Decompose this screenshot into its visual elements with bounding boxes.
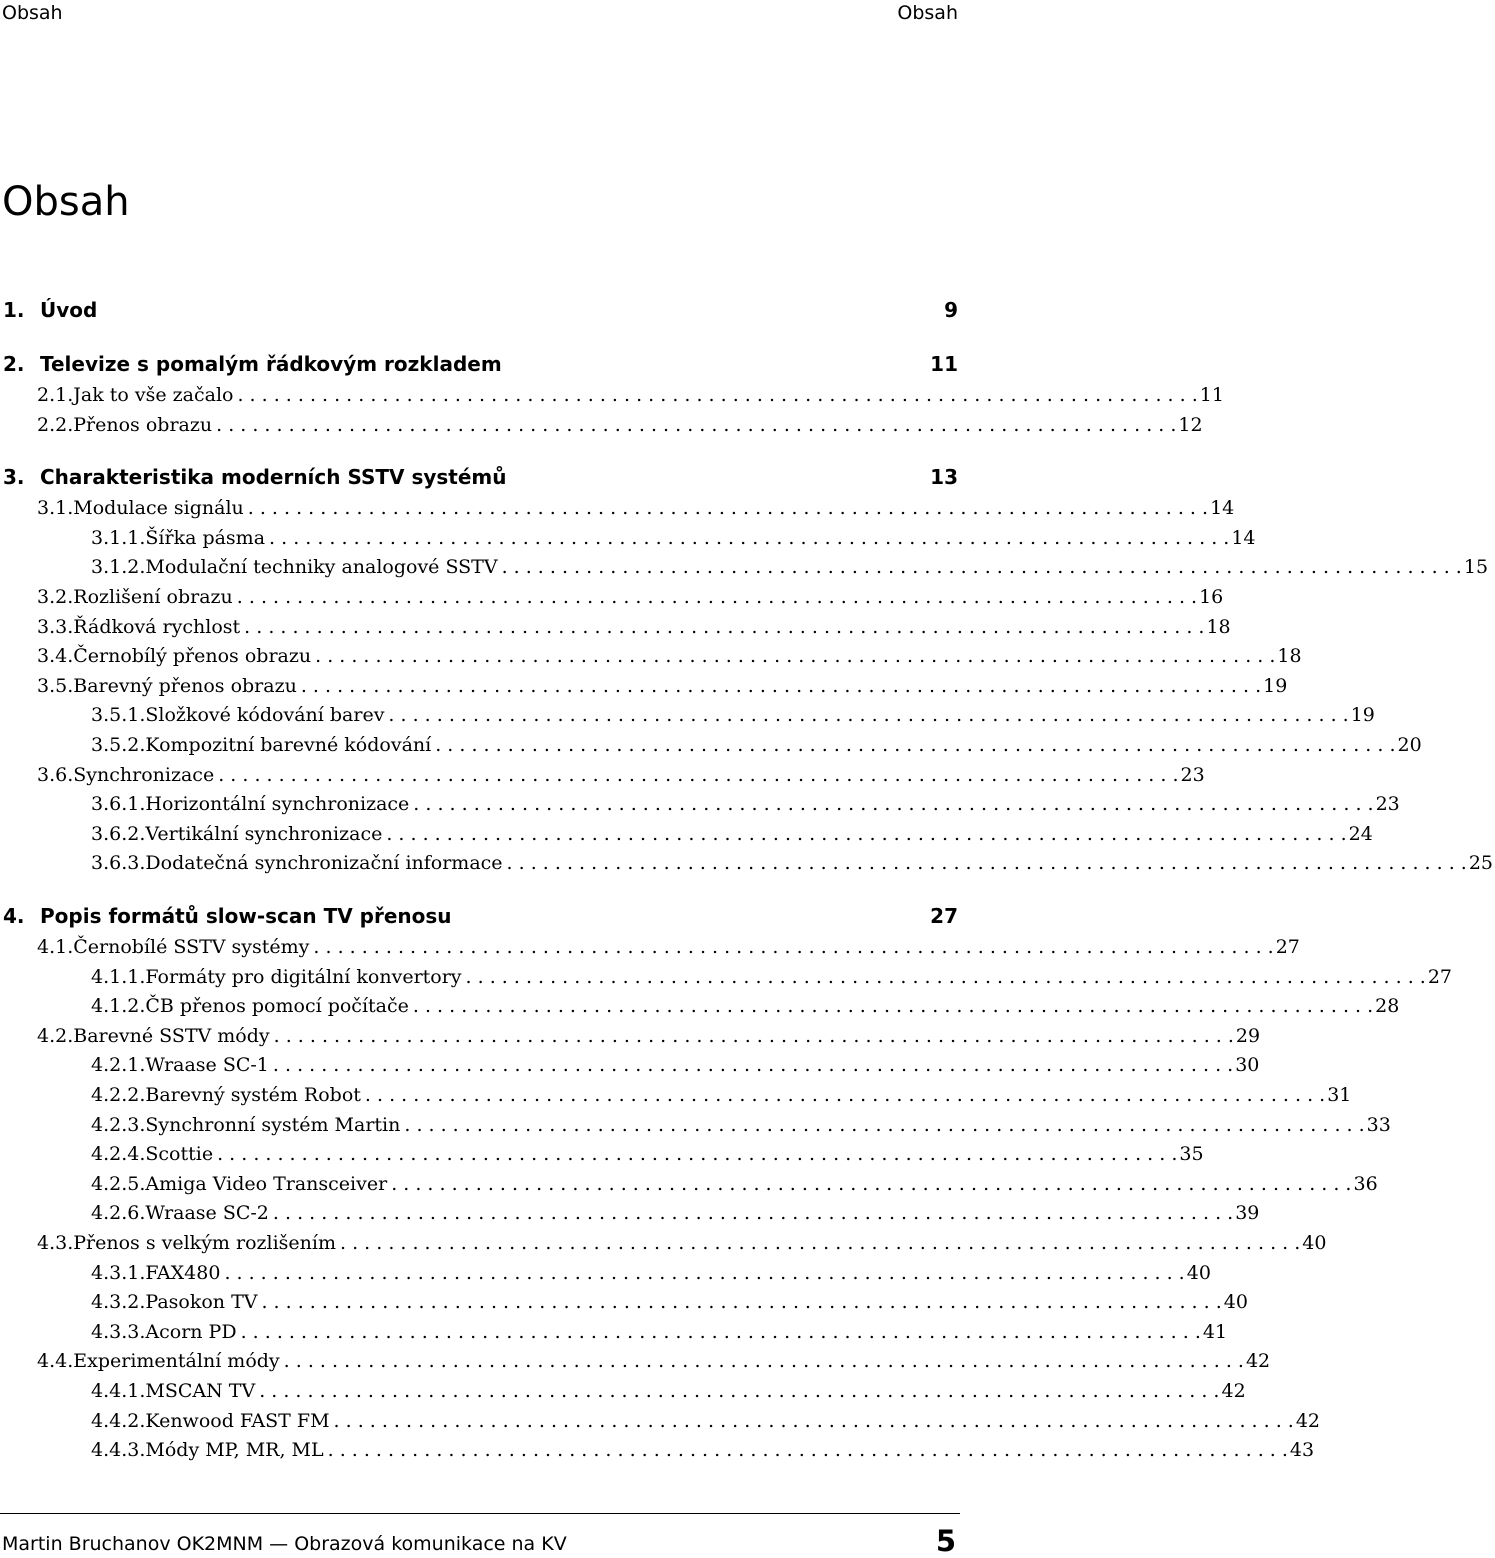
toc-entry-title: Vertikální synchronizace xyxy=(145,822,383,845)
toc-dot-leader: . . . . . . . . . . . . . . . . . . . . . . . . . . . . . . . . . . . . . . . . . . . . . . . . . . . . . . . . . . . . . . . . . . . . . . . . . . . . . . . . xyxy=(269,526,1230,549)
toc-entry-title: Úvod xyxy=(40,298,98,322)
toc-entry-page: 23 xyxy=(1375,793,1400,816)
toc-chapter-entry[interactable] xyxy=(0,349,960,379)
toc-entry-page: 24 xyxy=(1348,822,1373,845)
toc-entry-number: 3.3. xyxy=(37,615,74,638)
toc-entry-title: Řádková rychlost xyxy=(73,615,241,638)
toc-entry-title: Modulace signálu xyxy=(73,497,244,520)
toc-dot-leader: . . . . . . . . . . . . . . . . . . . . . . . . . . . . . . . . . . . . . . . . . . . . . . . . . . . . . . . . . . . . . . . . . . . . . . . . . . . . . . . . xyxy=(404,1113,1365,1136)
toc-section-entry[interactable] xyxy=(0,410,1203,440)
toc-entry-number: 4.2.3. xyxy=(91,1113,146,1136)
toc-subsection-entry[interactable] xyxy=(0,991,1400,1021)
toc-entry-number: 3.1.2. xyxy=(91,556,146,579)
toc-dot-leader: . . . . . . . . . . . . . . . . . . . . . . . . . . . . . . . . . . . . . . . . . . . . . . . . . . . . . . . . . . . . . . . . . . . . . . . . . . . . . . . . xyxy=(501,556,1462,579)
toc-entry-title: Wraase SC-1 xyxy=(145,1054,269,1077)
toc-subsection-entry[interactable] xyxy=(0,523,1256,553)
toc-entry-title: Wraase SC-2 xyxy=(145,1202,269,1225)
toc-subsection-entry[interactable] xyxy=(0,819,1373,849)
running-header-right: Obsah xyxy=(897,2,958,24)
toc-entry-page: 29 xyxy=(1235,1024,1261,1047)
toc-section-entry[interactable] xyxy=(0,612,1231,642)
toc-entry-page: 31 xyxy=(1327,1084,1352,1106)
toc-entry-title: Amiga Video Transceiver xyxy=(145,1172,388,1195)
toc-entry-page: 33 xyxy=(1366,1113,1391,1136)
toc-entry-page: 27 xyxy=(1275,936,1300,958)
toc-section-entry[interactable] xyxy=(0,1021,1261,1051)
toc-dot-leader: . . . . . . . . . . . . . . . . . . . . . . . . . . . . . . . . . . . . . . . . . . . . . . . . . . . . . . . . . . . . . . . . . . . . . . . . . . . . . . . . xyxy=(388,704,1349,727)
toc-dot-leader: . . . . . . . . . . . . . . . . . . . . . . . . . . . . . . . . . . . . . . . . . . . . . . . . . . . . . . . . . . . . . . . . . . . . . . . . . . . . . . . . xyxy=(364,1084,1326,1106)
toc-entry-number: 3.5.1. xyxy=(91,704,146,727)
toc-entry-title: Černobílý přenos obrazu xyxy=(73,645,312,668)
toc-dot-leader: . . . . . . . . . . . . . . . . . . . . . . . . . . . . . . . . . . . . . . . . . . . . . . . . . . . . . . . . . . . . . . . . . . . . . . . . . . . . . . . . xyxy=(261,1291,1222,1314)
toc-entry-title: Barevné SSTV módy xyxy=(73,1024,270,1047)
toc-entry-title: ČB přenos pomocí počítače xyxy=(145,995,409,1018)
toc-entry-page: 42 xyxy=(1221,1380,1246,1402)
toc-dot-leader: . . . . . . . . . . . . . . . . . . . . . . . . . . . . . . . . . . . . . . . . . . . . . . . . . . . . . . . . . . . . . . . . . . . . . . . . . . . . . . . . xyxy=(391,1172,1352,1195)
toc-section-entry[interactable] xyxy=(0,641,1302,671)
toc-entry-number: 4.1.1. xyxy=(91,965,146,988)
toc-entry-title: Kenwood FAST FM xyxy=(145,1409,330,1432)
toc-entry-page: 19 xyxy=(1350,704,1375,727)
toc-entry-title: Barevný systém Robot xyxy=(145,1084,361,1106)
footer-divider xyxy=(0,1513,960,1514)
toc-entry-title: Charakteristika moderních SSTV systémů xyxy=(40,465,507,490)
toc-dot-leader: . . . . . . . . . . . . . . . . . . . . . . . . . . . . . . . . . . . . . . . . . . . . . . . . . . . . . . . . . . . . . . . . . . . . . . . . . . . . . . . . xyxy=(412,995,1374,1018)
toc-entry-page: 14 xyxy=(1210,497,1235,520)
toc-dot-leader: . . . . . . . . . . . . . . . . . . . . . . . . . . . . . . . . . . . . . . . . . . . . . . . . . . . . . . . . . . . . . . . . . . . . . . . . . . . . . . . . xyxy=(272,1202,1234,1225)
toc-entry-page: 40 xyxy=(1223,1291,1248,1314)
toc-entry-number: 4. xyxy=(3,904,25,928)
toc-entry-page: 36 xyxy=(1353,1172,1378,1195)
toc-subsection-entry[interactable] xyxy=(0,848,1494,878)
toc-entry-number: 4.2. xyxy=(37,1024,74,1047)
toc-entry-page: 11 xyxy=(1199,384,1224,406)
toc-entry-title: Experimentální módy xyxy=(73,1350,280,1373)
toc-dot-leader: . . . . . . . . . . . . . . . . . . . . . . . . . . . . . . . . . . . . . . . . . . . . . . . . . . . . . . . . . . . . . . . . . . . . . . . . . . . . . . . . xyxy=(236,586,1198,608)
toc-entry-number: 3.5.2. xyxy=(91,734,146,756)
running-header-left: Obsah xyxy=(2,2,63,24)
toc-dot-leader: . . . . . . . . . . . . . . . . . . . . . . . . . . . . . . . . . . . . . . . . . . . . . . . . . . . . . . . . . . . . . . . . . . . . . . . . . . . . . . . . xyxy=(217,1143,1178,1166)
toc-entry-title: Popis formátů slow-scan TV přenosu xyxy=(40,904,452,928)
toc-dot-leader: . . . . . . . . . . . . . . . . . . . . . . . . . . . . . . . . . . . . . . . . . . . . . . . . . . . . . . . . . . . . . . . . . . . . . . . . . . . . . . . . xyxy=(244,615,1205,638)
toc-entry-number: 3. xyxy=(3,465,25,490)
toc-entry-page: 12 xyxy=(1178,413,1203,436)
toc-entry-title: Jak to vše začalo xyxy=(73,384,234,406)
toc-entry-page: 20 xyxy=(1397,734,1422,756)
toc-entry-number: 3.6.1. xyxy=(91,793,146,816)
toc-entry-number: 3.6.3. xyxy=(91,852,146,875)
toc-entry-title: Přenos obrazu xyxy=(73,413,213,436)
toc-entry-number: 4.1.2. xyxy=(91,995,146,1018)
toc-entry-title: Formáty pro digitální konvertory xyxy=(145,965,462,988)
toc-entry-number: 4.4. xyxy=(37,1350,74,1373)
toc-entry-number: 4.3.3. xyxy=(91,1320,146,1343)
toc-entry-title: Rozlišení obrazu xyxy=(73,586,233,608)
toc-entry-title: Horizontální synchronizace xyxy=(145,793,410,816)
toc-entry-number: 4.3.1. xyxy=(91,1261,146,1284)
toc-dot-leader: . . . . . . . . . . . . . . . . . . . . . . . . . . . . . . . . . . . . . . . . . . . . . . . . . . . . . . . . . . . . . . . . . . . . . . . . . . . . . . . . xyxy=(327,1439,1288,1462)
toc-entry-number: 3.5. xyxy=(37,674,74,697)
page-number: 5 xyxy=(935,1524,956,1558)
toc-dot-leader: . . . . . . . . . . . . . . . . . . . . . . . . . . . . . . . . . . . . . . . . . . . . . . . . . . . . . . . . . . . . . . . . . . . . . . . . . . . . . . . . xyxy=(216,413,1177,436)
toc-entry-title: Černobílé SSTV systémy xyxy=(73,936,310,958)
toc-entry-page: 11 xyxy=(930,352,958,376)
toc-dot-leader: . . . . . . . . . . . . . . . . . . . . . . . . . . . . . . . . . . . . . . . . . . . . . . . . . . . . . . . . . . . . . . . . . . . . . . . . . . . . . . . . xyxy=(333,1409,1294,1432)
toc-entry-title: Pasokon TV xyxy=(145,1291,258,1314)
toc-entry-number: 4.2.5. xyxy=(91,1172,146,1195)
toc-entry-title: Dodatečná synchronizační informace xyxy=(145,852,503,875)
toc-subsection-entry[interactable] xyxy=(0,1110,1391,1140)
toc-chapter-entry[interactable] xyxy=(0,901,960,931)
toc-entry-page: 40 xyxy=(1186,1261,1211,1284)
toc-entry-number: 4.1. xyxy=(37,936,74,958)
toc-entry-number: 3.4. xyxy=(37,645,74,668)
toc-subsection-entry[interactable] xyxy=(0,1198,1260,1228)
toc-dot-leader: . . . . . . . . . . . . . . . . . . . . . . . . . . . . . . . . . . . . . . . . . . . . . . . . . . . . . . . . . . . . . . . . . . . . . . . . . . . . . . . . xyxy=(237,384,1198,406)
toc-entry-number: 4.4.1. xyxy=(91,1380,146,1402)
toc-entry-page: 30 xyxy=(1235,1054,1260,1077)
toc-dot-leader: . . . . . . . . . . . . . . . . . . . . . . . . . . . . . . . . . . . . . . . . . . . . . . . . . . . . . . . . . . . . . . . . . . . . . . . . . . . . . . . . xyxy=(247,497,1209,520)
toc-entry-number: 4.2.6. xyxy=(91,1202,146,1225)
toc-subsection-entry[interactable] xyxy=(0,700,1375,730)
toc-entry-page: 40 xyxy=(1302,1232,1327,1254)
toc-entry-page: 27 xyxy=(1427,965,1453,988)
toc-entry-page: 18 xyxy=(1206,615,1231,638)
toc-entry-page: 15 xyxy=(1463,556,1489,579)
page-footer xyxy=(0,1524,960,1558)
toc-entry-title: Přenos s velkým rozlišením xyxy=(73,1232,336,1254)
toc-dot-leader: . . . . . . . . . . . . . . . . . . . . . . . . . . . . . . . . . . . . . . . . . . . . . . . . . . . . . . . . . . . . . . . . . . . . . . . . . . . . . . . . xyxy=(315,645,1276,668)
running-header xyxy=(0,0,960,26)
toc-dot-leader: . . . . . . . . . . . . . . . . . . . . . . . . . . . . . . . . . . . . . . . . . . . . . . . . . . . . . . . . . . . . . . . . . . . . . . . . . . . . . . . . xyxy=(224,1261,1185,1284)
toc-section-entry[interactable] xyxy=(0,932,1300,962)
toc-dot-leader: . . . . . . . . . . . . . . . . . . . . . . . . . . . . . . . . . . . . . . . . . . . . . . . . . . . . . . . . . . . . . . . . . . . . . . . . . . . . . . . . xyxy=(435,734,1396,756)
toc-section-entry[interactable] xyxy=(0,760,1205,790)
toc-entry-title: Barevný přenos obrazu xyxy=(73,674,297,697)
toc-entry-title: Modulační techniky analogové SSTV xyxy=(145,556,498,579)
toc-entry-number: 3.1. xyxy=(37,497,74,520)
toc-dot-leader: . . . . . . . . . . . . . . . . . . . . . . . . . . . . . . . . . . . . . . . . . . . . . . . . . . . . . . . . . . . . . . . . . . . . . . . . . . . . . . . . xyxy=(465,965,1426,988)
toc-entry-title: MSCAN TV xyxy=(145,1380,256,1402)
toc-subsection-entry[interactable] xyxy=(0,789,1400,819)
toc-entry-page: 13 xyxy=(930,465,958,490)
toc-subsection-entry[interactable] xyxy=(0,1406,1321,1436)
toc-section-entry[interactable] xyxy=(0,671,1288,701)
toc-entry-title: Synchronní systém Martin xyxy=(145,1113,401,1136)
toc-entry-title: FAX480 xyxy=(145,1261,221,1284)
toc-entry-number: 4.2.2. xyxy=(91,1084,146,1106)
toc-entry-page: 14 xyxy=(1231,526,1256,549)
toc-chapter-entry[interactable] xyxy=(0,295,960,325)
toc-subsection-entry[interactable] xyxy=(0,730,1422,760)
toc-subsection-entry[interactable] xyxy=(0,552,1489,582)
toc-entry-title: Synchronizace xyxy=(73,763,215,786)
toc-entry-title: Acorn PD xyxy=(145,1320,237,1343)
toc-dot-leader: . . . . . . . . . . . . . . . . . . . . . . . . . . . . . . . . . . . . . . . . . . . . . . . . . . . . . . . . . . . . . . . . . . . . . . . . . . . . . . . . xyxy=(283,1350,1244,1373)
toc-entry-page: 27 xyxy=(930,904,958,928)
toc-entry-page: 42 xyxy=(1245,1350,1271,1373)
toc-entry-number: 2.2. xyxy=(37,413,74,436)
toc-entry-title: Šířka pásma xyxy=(145,526,266,549)
toc-section-entry[interactable] xyxy=(0,1346,1271,1376)
toc-entry-page: 43 xyxy=(1289,1439,1315,1462)
toc-subsection-entry[interactable] xyxy=(0,1139,1204,1169)
toc-entry-title: Módy MP, MR, ML xyxy=(145,1439,324,1462)
toc-dot-leader: . . . . . . . . . . . . . . . . . . . . . . . . . . . . . . . . . . . . . . . . . . . . . . . . . . . . . . . . . . . . . . . . . . . . . . . . . . . . . . . . xyxy=(340,1232,1301,1254)
toc-entry-page: 19 xyxy=(1263,674,1288,697)
toc-dot-leader: . . . . . . . . . . . . . . . . . . . . . . . . . . . . . . . . . . . . . . . . . . . . . . . . . . . . . . . . . . . . . . . . . . . . . . . . . . . . . . . . xyxy=(506,852,1467,875)
toc-entry-page: 28 xyxy=(1375,995,1400,1018)
toc-entry-number: 1. xyxy=(3,298,25,322)
toc-dot-leader: . . . . . . . . . . . . . . . . . . . . . . . . . . . . . . . . . . . . . . . . . . . . . . . . . . . . . . . . . . . . . . . . . . . . . . . . . . . . . . . . xyxy=(240,1320,1201,1343)
footer-text: Martin Bruchanov OK2MNM — Obrazová komunikace na KV xyxy=(2,1533,567,1555)
toc-entry-page: 18 xyxy=(1277,645,1302,668)
toc-entry-page: 16 xyxy=(1199,586,1224,608)
toc-subsection-entry[interactable] xyxy=(0,1169,1378,1199)
toc-dot-leader: . . . . . . . . . . . . . . . . . . . . . . . . . . . . . . . . . . . . . . . . . . . . . . . . . . . . . . . . . . . . . . . . . . . . . . . . . . . . . . . . xyxy=(313,936,1274,958)
toc-dot-leader: . . . . . . . . . . . . . . . . . . . . . . . . . . . . . . . . . . . . . . . . . . . . . . . . . . . . . . . . . . . . . . . . . . . . . . . . . . . . . . . . xyxy=(259,1380,1220,1402)
toc-entry-number: 3.6. xyxy=(37,763,74,786)
toc-subsection-entry[interactable] xyxy=(0,1258,1211,1288)
toc-section-entry[interactable] xyxy=(0,582,1224,612)
toc-subsection-entry[interactable] xyxy=(0,1376,1246,1406)
toc-entry-number: 4.3.2. xyxy=(91,1291,146,1314)
toc-subsection-entry[interactable] xyxy=(0,1435,1315,1465)
toc-subsection-entry[interactable] xyxy=(0,1317,1228,1347)
toc-entry-page: 42 xyxy=(1295,1409,1321,1432)
toc-section-entry[interactable] xyxy=(0,493,1235,523)
toc-dot-leader: . . . . . . . . . . . . . . . . . . . . . . . . . . . . . . . . . . . . . . . . . . . . . . . . . . . . . . . . . . . . . . . . . . . . . . . . . . . . . . . . xyxy=(272,1054,1234,1077)
toc-entry-page: 41 xyxy=(1202,1320,1228,1343)
toc-dot-leader: . . . . . . . . . . . . . . . . . . . . . . . . . . . . . . . . . . . . . . . . . . . . . . . . . . . . . . . . . . . . . . . . . . . . . . . . . . . . . . . . xyxy=(300,674,1262,697)
toc-entry-number: 4.4.2. xyxy=(91,1409,146,1432)
toc-entry-number: 2. xyxy=(3,352,25,376)
toc-entry-page: 39 xyxy=(1235,1202,1260,1225)
toc-entry-page: 23 xyxy=(1180,763,1205,786)
toc-entry-title: Kompozitní barevné kódování xyxy=(145,734,432,756)
page-title: Obsah xyxy=(2,179,130,225)
toc-dot-leader: . . . . . . . . . . . . . . . . . . . . . . . . . . . . . . . . . . . . . . . . . . . . . . . . . . . . . . . . . . . . . . . . . . . . . . . . . . . . . . . . xyxy=(218,763,1179,786)
toc-dot-leader: . . . . . . . . . . . . . . . . . . . . . . . . . . . . . . . . . . . . . . . . . . . . . . . . . . . . . . . . . . . . . . . . . . . . . . . . . . . . . . . . xyxy=(386,822,1347,845)
toc-entry-page: 35 xyxy=(1179,1143,1204,1166)
toc-entry-number: 4.4.3. xyxy=(91,1439,146,1462)
toc-subsection-entry[interactable] xyxy=(0,962,1453,992)
toc-subsection-entry[interactable] xyxy=(0,1287,1248,1317)
toc-subsection-entry[interactable] xyxy=(0,1050,1260,1080)
toc-entry-number: 4.2.1. xyxy=(91,1054,146,1077)
toc-entry-page: 9 xyxy=(944,298,958,322)
toc-entry-title: Scottie xyxy=(145,1143,214,1166)
toc-section-entry[interactable] xyxy=(0,380,1224,410)
toc-dot-leader: . . . . . . . . . . . . . . . . . . . . . . . . . . . . . . . . . . . . . . . . . . . . . . . . . . . . . . . . . . . . . . . . . . . . . . . . . . . . . . . . xyxy=(273,1024,1234,1047)
toc-entry-number: 4.3. xyxy=(37,1232,74,1254)
toc-entry-number: 4.2.4. xyxy=(91,1143,146,1166)
toc-entry-number: 3.6.2. xyxy=(91,822,146,845)
toc-entry-page: 25 xyxy=(1468,852,1494,875)
toc-chapter-entry[interactable] xyxy=(0,462,960,492)
toc-section-entry[interactable] xyxy=(0,1228,1327,1258)
toc-entry-title: Televize s pomalým řádkovým rozkladem xyxy=(40,352,502,376)
toc-entry-number: 2.1. xyxy=(37,384,74,406)
toc-entry-number: 3.1.1. xyxy=(91,526,146,549)
toc-dot-leader: . . . . . . . . . . . . . . . . . . . . . . . . . . . . . . . . . . . . . . . . . . . . . . . . . . . . . . . . . . . . . . . . . . . . . . . . . . . . . . . . xyxy=(413,793,1374,816)
toc-subsection-entry[interactable] xyxy=(0,1080,1352,1110)
toc-entry-number: 3.2. xyxy=(37,586,74,608)
toc-entry-title: Složkové kódování barev xyxy=(145,704,385,727)
